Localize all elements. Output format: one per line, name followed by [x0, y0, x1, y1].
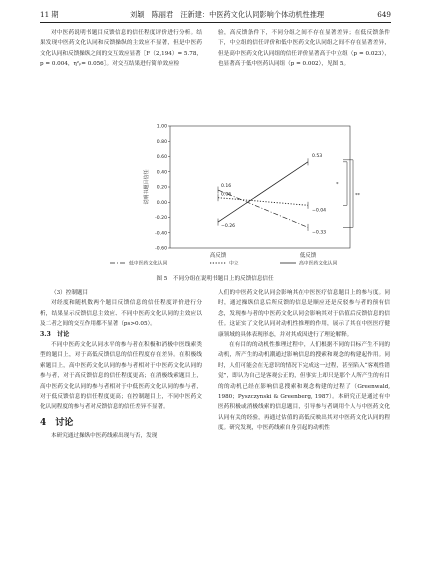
top-right-column — [218, 28, 390, 70]
page-number: 649 — [377, 10, 391, 19]
x-category-label: 高反馈 — [209, 253, 227, 259]
data-label: −0.26 — [221, 224, 236, 230]
figure-caption: 图 5 不同分组在说明书题目上的反馈信息信任 — [156, 276, 274, 282]
series-line — [218, 198, 308, 206]
y-tick-label: 0.40 — [156, 170, 167, 176]
y-tick-label: 0.80 — [156, 139, 167, 145]
sig-marker: * — [336, 181, 339, 188]
data-label: −0.33 — [312, 230, 327, 236]
data-label: 0.53 — [312, 153, 323, 159]
y-tick-label: -0.60 — [155, 246, 167, 252]
paragraph: 在有目的的动机性推理过程中，人们根据不同的目标产生不同的动机，所产生的动机潮通过影响信息的搜索和观念的构建起作用。同时，人们可能会在无意识的情况下完成这一过程，甚至陷入“客观性错觉”，即认为自己是客观公正的，但事实上却只是那个人所产生的有目的的动机已经在影响信息搜索和观念构建的过程了（Greenwald, 1980；Pyszczynski & Greenberg, 1987）。本研究正是通过有中医药积极或消极线索的信息题目，引导参与者调用个人与中医药文化认同有关的经验，再通过估值的高低反映出其对中医药文化认同的程度。研究发现，中医药线索自身引起的动机性 — [218, 342, 390, 432]
line-chart — [40, 120, 390, 270]
section-heading: 3.3 讨论 — [40, 330, 70, 338]
sig-bracket — [343, 160, 353, 228]
data-label: −0.04 — [312, 208, 327, 214]
bottom-left-column — [40, 288, 202, 442]
y-axis-label: 说明书题目信任 — [144, 169, 150, 205]
y-tick-label: 0.60 — [156, 155, 167, 161]
y-tick-label: 0.20 — [156, 185, 167, 191]
series-line — [218, 162, 308, 222]
section-heading: 4 讨论 — [40, 417, 74, 428]
y-tick-label: 0.00 — [156, 200, 167, 206]
y-tick-label: -0.20 — [155, 216, 167, 222]
top-left-column — [40, 28, 202, 70]
x-category-label: 低反馈 — [299, 253, 317, 259]
data-label: 0.06 — [221, 192, 232, 198]
paragraph: 对经度和随机数两个题目反馈信息的信任程度评价进行分析，结果显示反馈信息主效应、不同中医药文化认同的主效应以及二者之间的交互作用都不显著（ps>0.05）。 — [40, 300, 202, 328]
issue-number: 11 期 — [40, 10, 59, 19]
running-title: 刘颖 陈丽君 汪新建：中医药文化认同影响个体动机性推理 — [130, 10, 325, 19]
sig-marker: ** — [355, 192, 360, 199]
legend-label: 中立 — [229, 261, 239, 267]
paragraph: 不同中医药文化认同水平的参与者在积极和消极中医线索类型的题目上，对于高低反馈信息的信任程度存在差异。在积极线索题目上，高中医药文化认同的参与者相对于中医药文化认同的参与者，对于高反馈信息的信任程度更高；在消极线索题目上，高中医药文化认同的参与者相对于中低医药文化认同的参与者，对于低反馈信息的信任程度更高；在控制题目上，不同中医药文化认同程度的参与者对反馈信息的信任差异不显著。 — [40, 342, 202, 411]
legend-label: 低中医药文化认同 — [129, 261, 168, 267]
running-header — [40, 8, 391, 23]
y-tick-label: -0.40 — [155, 231, 167, 237]
bottom-right-column — [218, 288, 390, 434]
sig-bracket — [343, 162, 347, 205]
figure-5 — [40, 120, 390, 285]
legend-label: 高中医药文化认同 — [299, 261, 338, 267]
paragraph: 本研究通过操纵中医药线索出现与否，发现 — [51, 433, 158, 440]
y-tick-label: 1.00 — [156, 124, 167, 130]
sub-heading: （3）控制题目 — [51, 290, 89, 296]
paragraph: 人们的中医药文化认同会影响其在中医医疗信息题目上的参与度。同时，通过操纵信息后所反馈的信息是顺应还是反驳参与者的预有信念，发现参与者的中医药文化认同会影响其对于估值后反馈信息的信任。这证实了文化认同对动机性推理的作用，展示了其在中医医疗健康领域的具体表现形态，并对其成因进行了理论解释。 — [218, 290, 390, 338]
paragraph: 验，高反馈条件下，不同分组之间不存在显著差异；在低反馈条件下，中立组的信任评价和低中医药文化认同组之间不存在显著差异，但是高中医药文化认同组的信任评价显著高于中立组（p = 0.023），也显著高于低中医药认同组（p = 0.002），见图 5。 — [218, 30, 390, 68]
data-label: 0.16 — [221, 184, 232, 190]
paragraph: 对中医药说明书题目反馈信息的信任程度评价进行分析。结果发现中医药文化认同和反馈操纵的主效应不显著，但是中医药文化认同和反馈操纵之间的交互效应显著［F（2,194）= 5.78，p = 0.004，η²ₚ= 0.056］。对交互结果进行简单效应检 — [40, 30, 202, 68]
series-line — [218, 190, 308, 230]
